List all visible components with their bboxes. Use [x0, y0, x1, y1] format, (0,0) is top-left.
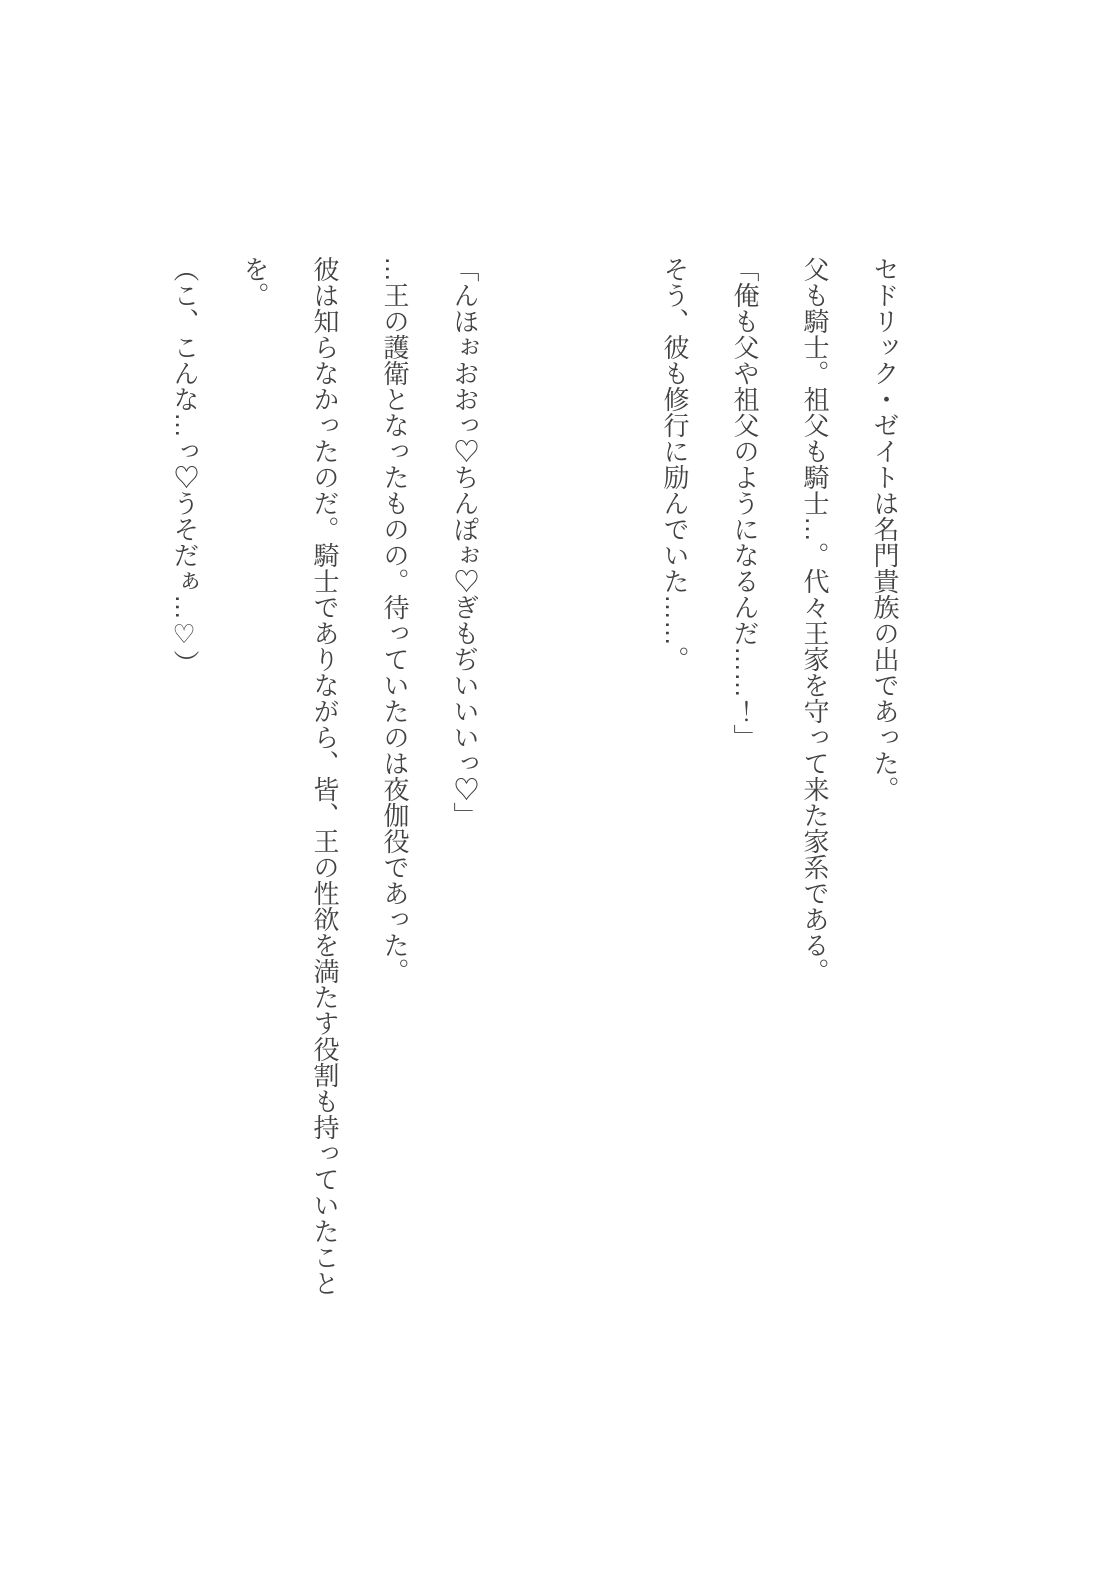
para-training: そう、彼も修行に励んでいた……。 — [660, 256, 690, 672]
para-inner-thought: （こ、こんな…っ♡うそだぁ…♡） — [170, 256, 200, 676]
para-revelation: 彼は知らなかったのだ。騎士でありながら、皆、王の性欲を満たす役割も持っていたことを。 — [240, 256, 340, 1296]
para-moan-quote: 「んほぉおおっ♡ちんぽぉ♡ぎもぢいいいっ♡」 — [450, 256, 480, 828]
para-aspiration-quote: 「俺も父や祖父のようになるんだ……！」 — [730, 256, 760, 750]
paragraph-break-gap — [500, 256, 640, 1296]
para-protagonist-intro: セドリック・ゼイトは名門貴族の出であった。 — [870, 256, 900, 802]
vertical-text-block — [150, 256, 920, 1296]
para-night-duty: …王の護衛となったものの。待っていたのは夜伽役であった。 — [380, 256, 410, 984]
para-knight-lineage: 父も騎士。祖父も騎士…。代々王家を守って来た家系である。 — [800, 256, 830, 984]
